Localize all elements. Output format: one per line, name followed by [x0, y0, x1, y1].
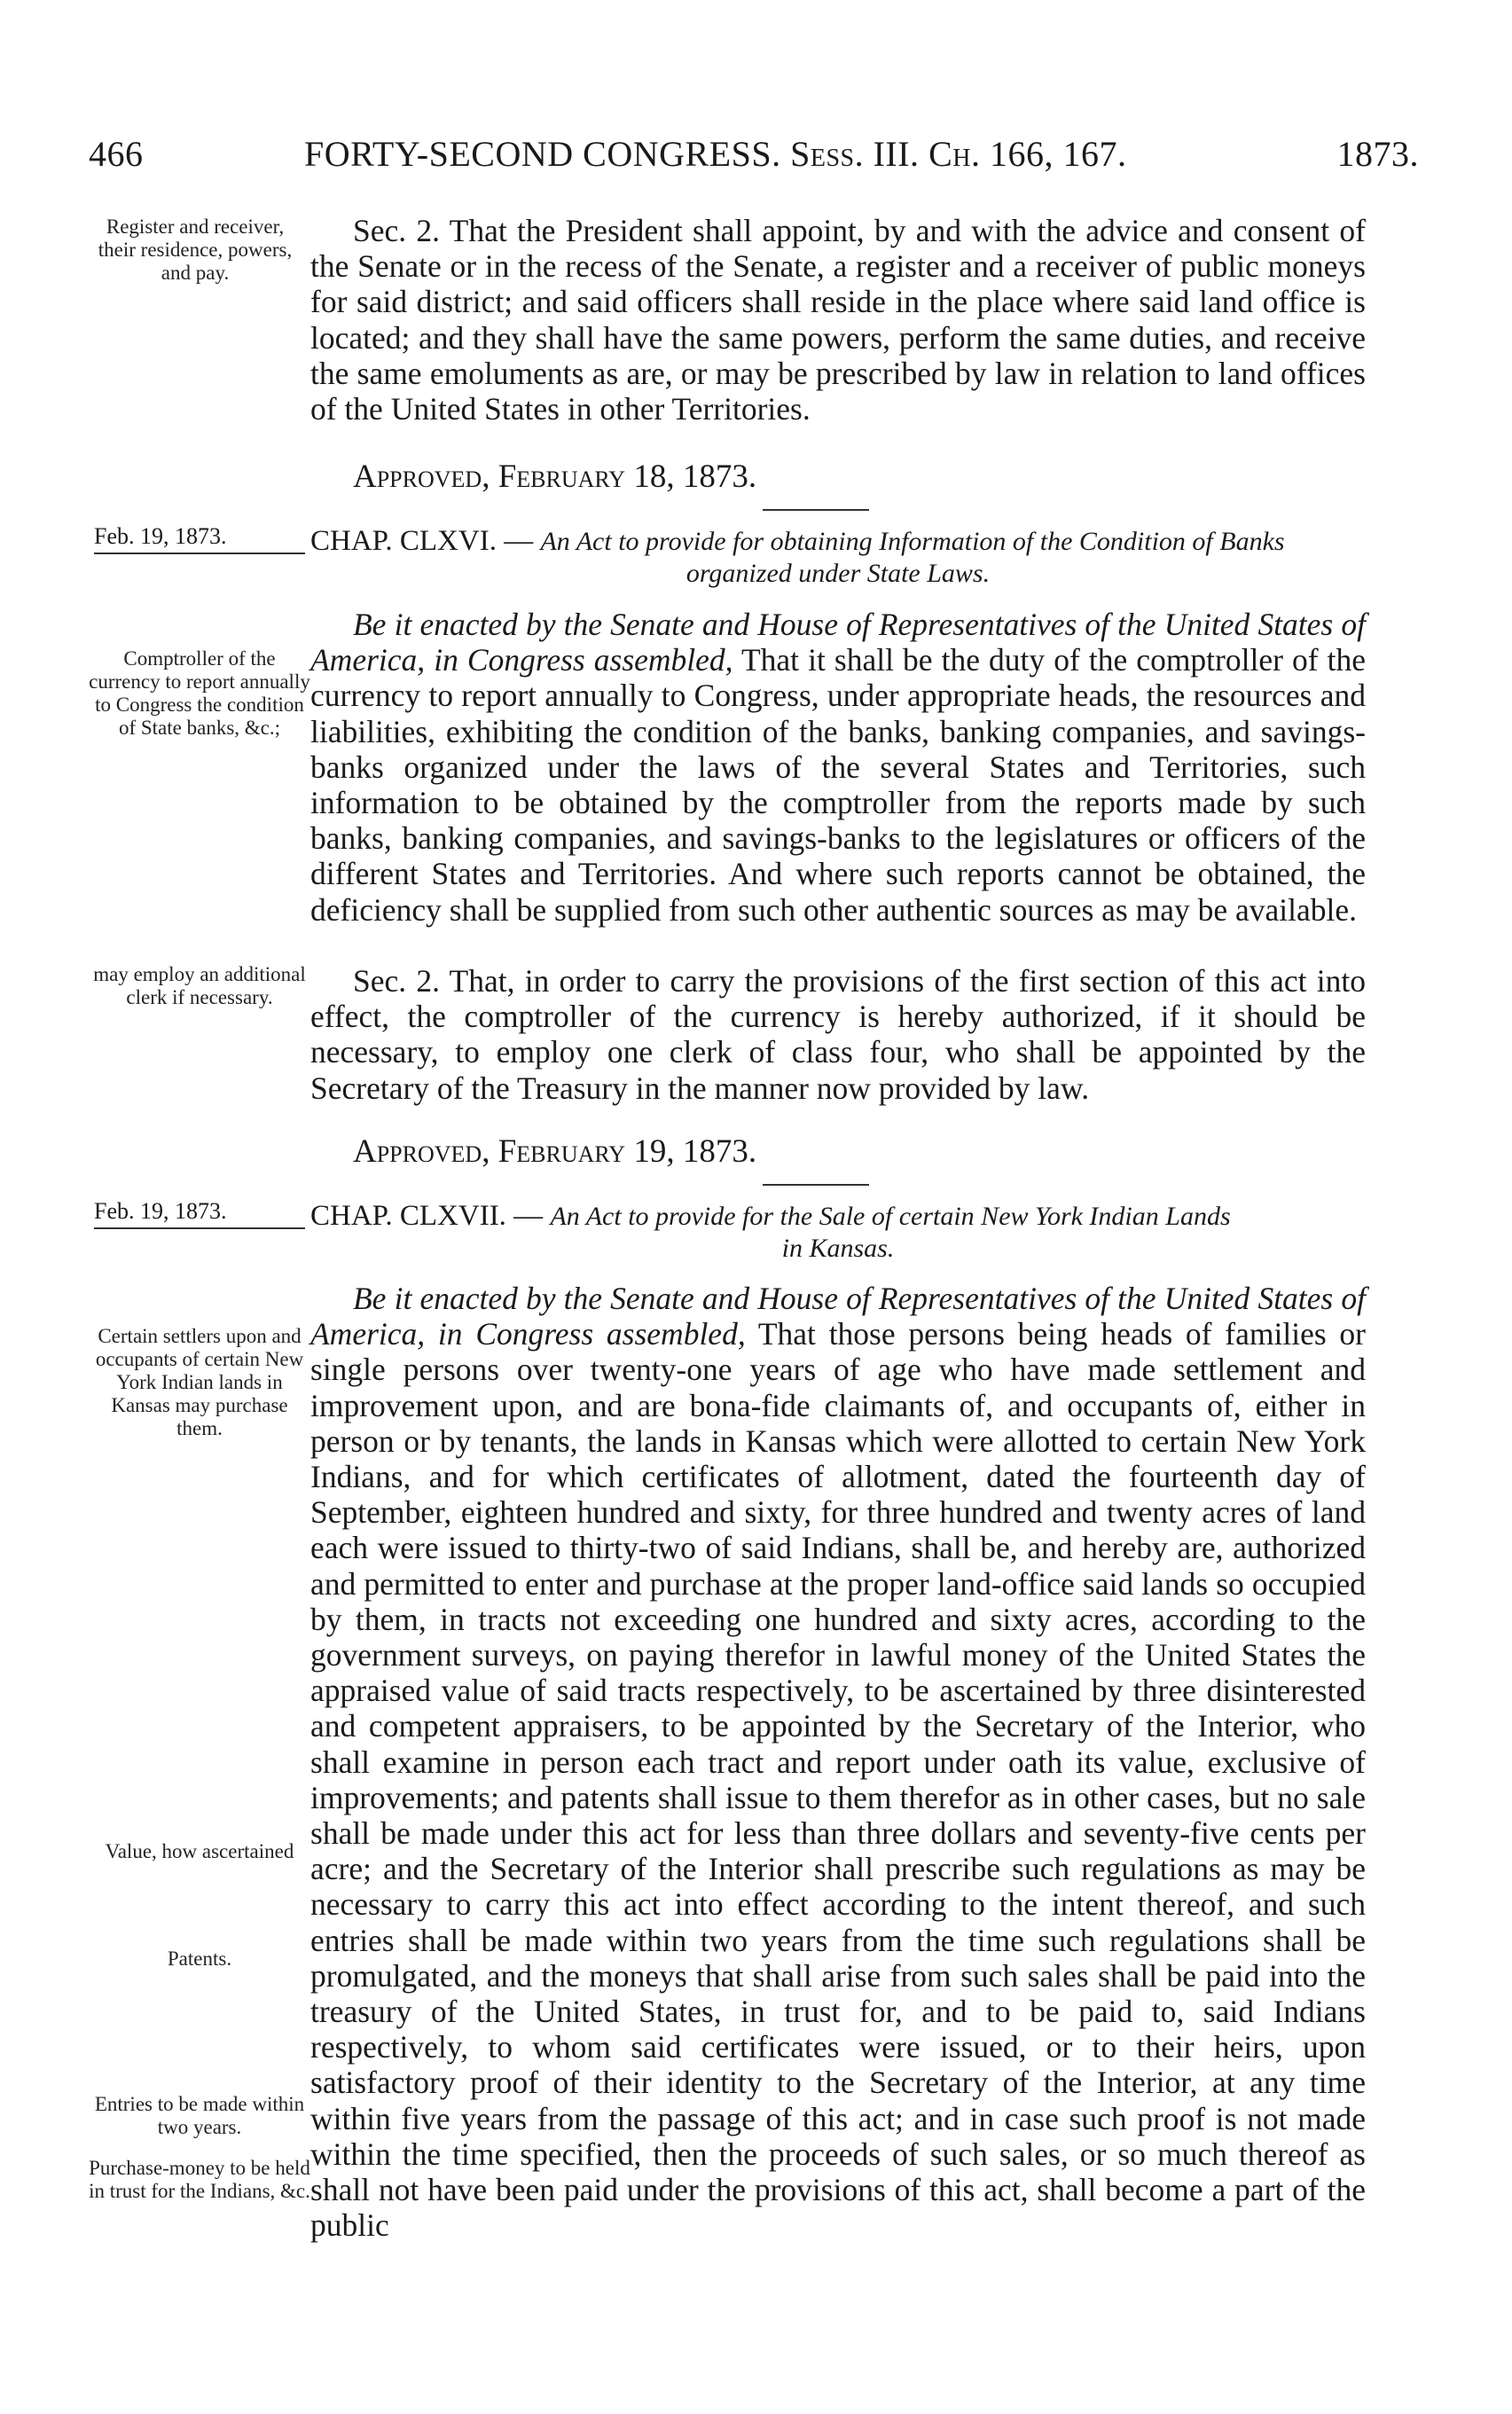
header-title	[304, 133, 1126, 175]
section-1-text: That those persons being heads of families or single persons over twenty-one years of age who have made settlement and improvement upon, and are bona-fide claimants of, and occupants of, either in person or by tenants, the lands in Kansas which were allotted to certain New York Indians, and for which certificates of allotment, dated the fourteenth day of September, eighteen hundred and sixty, for three hundred and twenty acres of land each were issued to thirty-two of said Indians, shall be, and hereby are, authorized and permitted to enter and purchase at the proper land-office said lands so occupied by them, in tracts not exceeding one hundred and sixty acres, according to the government surveys, on paying therefor in lawful money of the United States the appraised value of said tracts respectively, to be ascertained by three disinterested and competent appraisers, to be appointed by the Secretary of the Interior, who shall examine in person each tract and report under oath its value, exclusive of improvements; and patents shall issue to them therefor as in other cases, but no sale shall be made under this act for less than three dollars and seventy-five cents per acre; and the Secretary of the Interior shall prescribe such regulations as may be necessary to carry this act into effect according to the intent thereof, and such entries shall be made within two years from the time such regulations shall be promulgated, and the moneys that shall arise from such sales shall be paid into the treasury of the United States, in trust for, and to be paid to, said Indians respectively, to whom said certificates were issued, or to their heirs, upon satisfactory proof of their identity to the Secretary of the Interior, at any time within five years from the passage of this act; and in case such proof is not made within the time specified, then the proceeds of such sales, or so much thereof as shall not have been paid under the provisions of this act, shall become a part of the public	[310, 1316, 1366, 2244]
approved-date-2: Approved, February 19, 1873.	[353, 1133, 757, 1170]
margin-note-clerk: may employ an additional clerk if necessary.	[93, 963, 306, 1008]
divider-rule	[763, 509, 869, 511]
approved-date-1: Approved, February 18, 1873.	[353, 459, 757, 495]
header-year: 1873.	[1336, 134, 1419, 174]
chapter-167-body	[310, 1281, 1366, 2243]
enacting-clause: Be it enacted by the Senate and House of Representatives of the United States of America, in Congress assembled,	[310, 607, 1366, 678]
enacting-clause: Be it enacted by the Senate and House of Representatives of the United States of America, in Congress assembled,	[310, 1281, 1366, 1352]
margin-note-register: Register and receiver, their residence, powers, and pay.	[98, 216, 293, 284]
margin-note-purchase-money: Purchase-money to be held in trust for the Indians, &c.	[89, 2157, 310, 2202]
page-number: 466	[89, 134, 144, 174]
margin-note-value: Value, how ascertained	[105, 1840, 294, 1862]
margin-note-settlers: Certain settlers upon and occupants of certain New York Indian lands in Kansas may purchase them.	[95, 1325, 304, 1439]
running-header	[89, 133, 1419, 195]
chapter-166-section-2	[310, 963, 1366, 1106]
section-text: Sec. 2. That the President shall appoint, by and with the advice and consent of the Senate or in the recess of the Senate, a register and a receiver of public moneys for said district; and said officers shall reside in the place where said land office is located; and they shall have the same powers, perform the same duties, and receive the same emoluments as are, or may be prescribed by law in relation to land offices of the United States in other Territories.	[310, 213, 1366, 427]
chapter-166-heading	[310, 525, 1366, 590]
section-2-text: Sec. 2. That, in order to carry the provisions of the first section of this act into effect, the comptroller of the currency is hereby authorized, if it should be necessary, to employ one clerk of class four, who shall be appointed by the Secretary of the Treasury in the manner now provided by law.	[310, 963, 1366, 1106]
section-1-text: That it shall be the duty of the comptroller of the currency to report annually to Congress, under appropriate heads, the resources and liabilities, exhibiting the condition of the banks, banking companies, and savings-banks organized under the laws of the several States and Territories, such information to be obtained by the comptroller from the reports made by such banks, banking companies, and savings-banks to the legislatures or officers of the different States and Territories. And where such reports cannot be obtained, the deficiency shall be supplied from such other authentic sources as may be available.	[310, 642, 1366, 928]
margin-note-comptroller: Comptroller of the currency to report annually to Congress the condition of State banks, &c.;	[89, 647, 310, 739]
chapter-title-line-2: organized under State Laws.	[685, 559, 991, 588]
margin-note-entries: Entries to be made within two years.	[94, 2093, 305, 2138]
chapter-label: CHAP. CLXVI. —	[310, 525, 534, 557]
date-note-chap-167: Feb. 19, 1873.	[94, 1198, 305, 1229]
header-congress: FORTY-SECOND CONGRESS.	[304, 134, 781, 174]
chapter-title-line-2: in Kansas.	[781, 1234, 895, 1263]
chapter-166-body	[310, 607, 1366, 928]
header-chapter: Ch. 166, 167.	[928, 134, 1127, 174]
chapter-167-heading	[310, 1200, 1366, 1265]
section-2-register-receiver	[310, 213, 1366, 427]
date-note-chap-166: Feb. 19, 1873.	[94, 523, 305, 554]
chapter-label: CHAP. CLXVII. —	[310, 1200, 544, 1232]
divider-rule	[763, 1184, 869, 1186]
chapter-title: An Act to provide for obtaining Information of the Condition of Banks	[540, 527, 1285, 556]
header-session: Sess. III.	[790, 134, 920, 174]
chapter-title: An Act to provide for the Sale of certain New York Indian Lands	[550, 1202, 1231, 1231]
margin-note-patents: Patents.	[167, 1948, 232, 1970]
